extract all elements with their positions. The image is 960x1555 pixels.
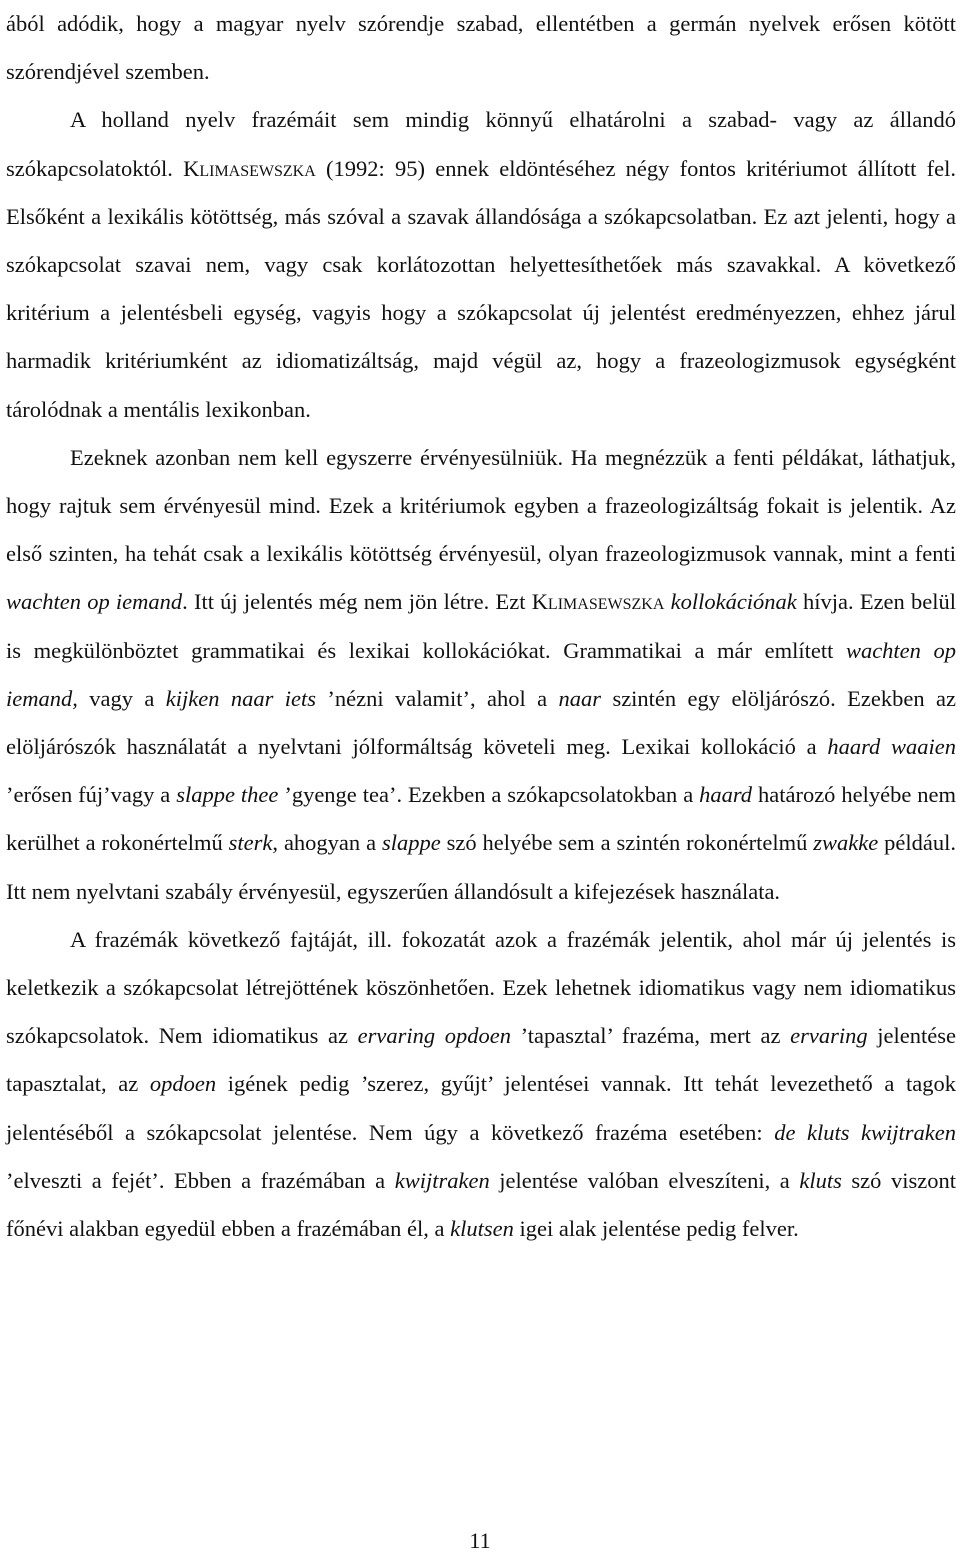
italic-term: ervaring opdoen	[357, 1023, 512, 1049]
italic-term: kluts	[799, 1167, 842, 1193]
text-run: ’elveszti a fejét’. Ebben a frazémában a	[6, 1167, 395, 1193]
text-run: ’nézni valamit’, ahol a	[316, 685, 559, 711]
italic-term: slappe thee	[176, 782, 279, 808]
italic-term: kijken naar iets	[165, 685, 317, 711]
paragraph-3	[6, 434, 956, 916]
italic-term: de kluts kwijtraken	[774, 1119, 956, 1145]
text-run: vagy a	[77, 685, 166, 711]
text-run: ából adódik, hogy a magyar nyelv szórendje szabad, ellentétben a germán nyelvek erősen kötött szórendjével szemben.	[6, 11, 956, 85]
text-run: . Itt új jelentés még nem jön létre. Ezt	[182, 589, 532, 615]
author-name: Klimasewszka	[531, 589, 665, 615]
text-run: szó viszont főnévi alakban egyedül ebben a frazémában él, a	[6, 1167, 956, 1242]
text-run: szó helyébe sem a szintén rokonértelmű	[440, 830, 814, 856]
text-run: jelentése tapasztalat, az	[6, 1023, 956, 1097]
text-run: Ezeknek azonban nem kell egyszerre érvényesülniük. Ha megnézzük a fenti példákat, láthatjuk, hogy rajtuk sem érvényesül mind. Ezek a kritériumok egyben a frazeologizáltság fokait is jelentik. Az első szinten, ha tehát csak a lexikális kötöttség érvényesül, olyan frazeologizmusok vannak, mint a fenti	[6, 444, 956, 567]
text-run: igei alak jelentése pedig felver.	[513, 1216, 799, 1242]
italic-term: kollokációnak	[670, 589, 797, 615]
italic-term: wachten op iemand	[6, 589, 183, 615]
paragraph-2	[6, 96, 956, 433]
text-run: jelentése valóban elveszíteni, a	[489, 1167, 800, 1193]
italic-term: slappe	[381, 830, 441, 856]
text-run: A holland nyelv frazémáit sem mindig könnyű elhatárolni a szabad- vagy az állandó szókapcsolatoktól.	[6, 107, 956, 181]
text-run: határozó helyébe nem kerülhet a rokonértelmű	[6, 782, 957, 856]
page-number: 11	[469, 1528, 491, 1553]
italic-term: ervaring	[790, 1023, 868, 1049]
italic-term: wachten op iemand,	[6, 637, 956, 711]
italic-term: opdoen	[149, 1071, 217, 1097]
paragraph-1	[6, 0, 956, 96]
italic-term: zwakke	[813, 830, 879, 856]
text-run: szintén egy elöljárószó. Ezekben az elöljárószók használatát a nyelvtani jólformáltság követeli meg. Lexikai kollokáció a	[6, 685, 956, 760]
italic-term: naar	[558, 685, 602, 711]
italic-term: klutsen	[450, 1216, 514, 1242]
text-run: ’erősen fúj’vagy a	[6, 782, 177, 808]
text-run: ’tapasztal’ frazéma, mert az	[511, 1023, 791, 1049]
text-run: hívja. Ezen belül is megkülönböztet grammatikai és lexikai kollokációkat. Grammatikai a már említett	[6, 589, 956, 663]
italic-term: kwijtraken	[394, 1167, 490, 1193]
italic-term: haard	[699, 782, 753, 808]
text-run: például. Itt nem nyelvtani szabály érvényesül, egyszerűen állandósult a kifejezések használata.	[6, 830, 956, 904]
italic-term: sterk	[228, 830, 273, 856]
text-run: A frazémák következő fajtáját, ill. fokozatát azok a frazémák jelentik, ahol már új jelentés is keletkezik a szókapcsolat létrejöttének köszönhetően. Ezek lehetnek idiomatikus vagy nem idiomatikus szókapcsolatok. Nem idiomatikus az	[6, 926, 956, 1049]
document-page	[6, 0, 956, 1253]
text-run: , ahogyan a	[272, 830, 382, 856]
text-run: ’gyenge tea’. Ezekben a szókapcsolatokban a	[278, 782, 700, 808]
text-run: igének pedig ’szerez, gyűjt’ jelentései vannak. Itt tehát levezethető a tagok jelentéséből a szókapcsolat jelentése. Nem úgy a következő frazéma esetében:	[6, 1071, 957, 1145]
text-run: (1992: 95) ennek eldöntéséhez négy fontos kritériumot állított fel. Elsőként a lexikális kötöttség, más szóval a szavak állandósága a szókapcsolatban. Ez azt jelenti, hogy a szókapcsolat szavai nem, vagy csak korlátozottan helyettesíthetőek más szavakkal. A következő kritérium a jelentésbeli egység, vagyis hogy a szókapcsolat új jelentést eredményezzen, ehhez járul harmadik kritériumként az idiomatizáltság, majd végül az, hogy a frazeologizmusok egységként tárolódnak a mentális lexikonban.	[6, 155, 956, 422]
paragraph-4	[6, 916, 956, 1253]
italic-term: haard waaien	[827, 734, 956, 760]
author-name: Klimasewszka	[183, 155, 316, 181]
